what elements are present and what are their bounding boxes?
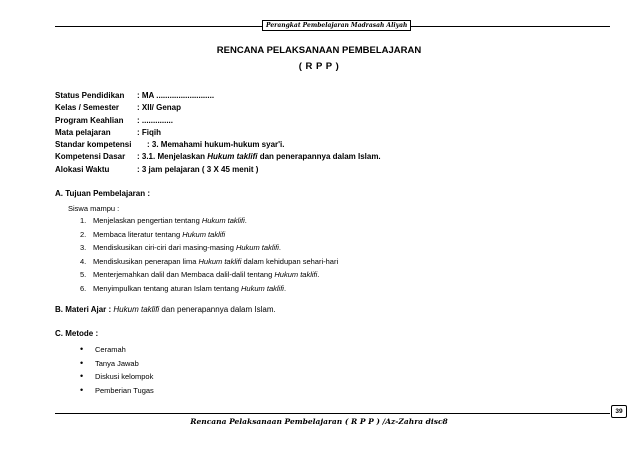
sk-label: Standar kompetensi [55, 140, 132, 150]
list-text-italic: Hukum taklifi [235, 243, 279, 253]
metode-list [80, 343, 154, 397]
list-item [80, 357, 154, 371]
list-text-italic: Hukum taklifi [241, 283, 284, 293]
list-item [80, 241, 338, 255]
info-row-kd [55, 151, 381, 163]
list-text-end: . [317, 270, 320, 280]
kd-label: Kompetensi Dasar [55, 152, 126, 162]
list-item [80, 268, 338, 282]
kd-value-pre: : 3.1. Menjelaskan [137, 152, 208, 162]
status-value: : MA .......................... [137, 91, 215, 100]
list-text-end: . [244, 216, 247, 225]
document-subtitle: ( R P P ) [298, 61, 340, 72]
sk-value: : 3. Memahami hukum-hukum syar'i. [147, 140, 285, 150]
list-text: Ceramah [95, 345, 126, 354]
tujuan-list [80, 214, 338, 296]
materi-italic: Hukum taklifi [113, 305, 160, 314]
list-item [80, 343, 154, 357]
list-number: 6. [80, 283, 87, 293]
list-text: Membaca literatur tentang [93, 229, 183, 239]
tujuan-heading: A. Tujuan Pembelajaran : [55, 189, 150, 198]
tujuan-intro: Siswa mampu : [68, 204, 120, 213]
bullet-icon: • [80, 371, 84, 382]
list-item [80, 370, 154, 384]
waktu-label: Alokasi Waktu [55, 164, 110, 174]
list-number: 4. [80, 256, 87, 266]
materi-heading: B. Materi Ajar : [55, 305, 112, 314]
list-item [80, 255, 338, 269]
bullet-icon: • [80, 357, 84, 368]
info-row-status [55, 90, 381, 102]
list-text: Menterjemahkan dalil dan Membaca dalil-dalil tentang [93, 270, 275, 280]
info-row-mapel [55, 127, 381, 139]
list-number: 3. [80, 243, 87, 253]
list-text-italic: Hukum taklifi [198, 256, 242, 266]
list-text: Tanya Jawab [95, 358, 139, 368]
list-text-italic: Hukum taklifi [274, 270, 318, 280]
status-label: Status Pendidikan [55, 91, 125, 100]
list-item [80, 214, 338, 228]
mapel-label: Mata pelajaran [55, 127, 111, 137]
info-row-sk [55, 139, 381, 151]
info-row-kelas [55, 102, 381, 114]
list-text: Diskusi kelompok [95, 372, 154, 382]
footer-rule [55, 413, 610, 414]
list-text-italic: Hukum taklifi [201, 216, 245, 225]
page-number: 39 [611, 405, 627, 418]
mapel-value: : Fiqih [137, 127, 161, 137]
waktu-value: : 3 jam pelajaran ( 3 X 45 menit ) [137, 164, 259, 174]
list-text: Pemberian Tugas [95, 385, 154, 395]
list-text-end: . [283, 283, 287, 293]
info-row-waktu [55, 164, 381, 176]
bullet-icon: • [80, 384, 84, 395]
list-text: Menyimpulkan tentang aturan Islam tentang [93, 283, 242, 293]
list-number: 2. [80, 229, 87, 239]
list-text: Menjelaskan pengertian tentang [93, 216, 202, 225]
program-label: Program Keahlian [55, 115, 124, 125]
footer-text: Rencana Pelaksanaan Pembelajaran ( R P P ) /Az-Zahra disc8 [190, 417, 448, 426]
running-header: Perangkat Pembelajaran Madrasah Aliyah [262, 20, 411, 31]
list-text: Mendiskusikan penerapan lima [93, 256, 199, 266]
list-number: 1. [80, 216, 87, 225]
list-text-end: . [278, 243, 281, 253]
section-metode-heading [55, 329, 98, 338]
info-row-program [55, 115, 381, 127]
list-text-italic: Hukum taklifi [182, 229, 226, 239]
metode-heading: C. Metode : [55, 329, 99, 338]
kd-value-post: dan penerapannya dalam Islam. [257, 152, 381, 162]
bullet-icon: • [80, 344, 84, 354]
kelas-label: Kelas / Semester [55, 103, 120, 113]
list-item [80, 282, 338, 296]
section-materi [55, 305, 276, 314]
section-tujuan-heading [55, 189, 150, 198]
kd-value-italic: Hukum taklifi [207, 152, 258, 162]
program-value: : .............. [137, 115, 174, 125]
list-text-end: dalam kehidupan sehari-hari [241, 256, 339, 266]
materi-text: dan penerapannya dalam Islam. [159, 305, 276, 314]
list-number: 5. [80, 270, 87, 280]
identity-block [55, 90, 381, 176]
list-item [80, 384, 154, 398]
list-text: Mendiskusikan ciri-ciri dari masing-masing [93, 243, 236, 253]
document-title: RENCANA PELAKSANAAN PEMBELAJARAN [216, 45, 422, 56]
kelas-value: : XII/ Genap [137, 103, 182, 113]
list-item [80, 228, 338, 242]
